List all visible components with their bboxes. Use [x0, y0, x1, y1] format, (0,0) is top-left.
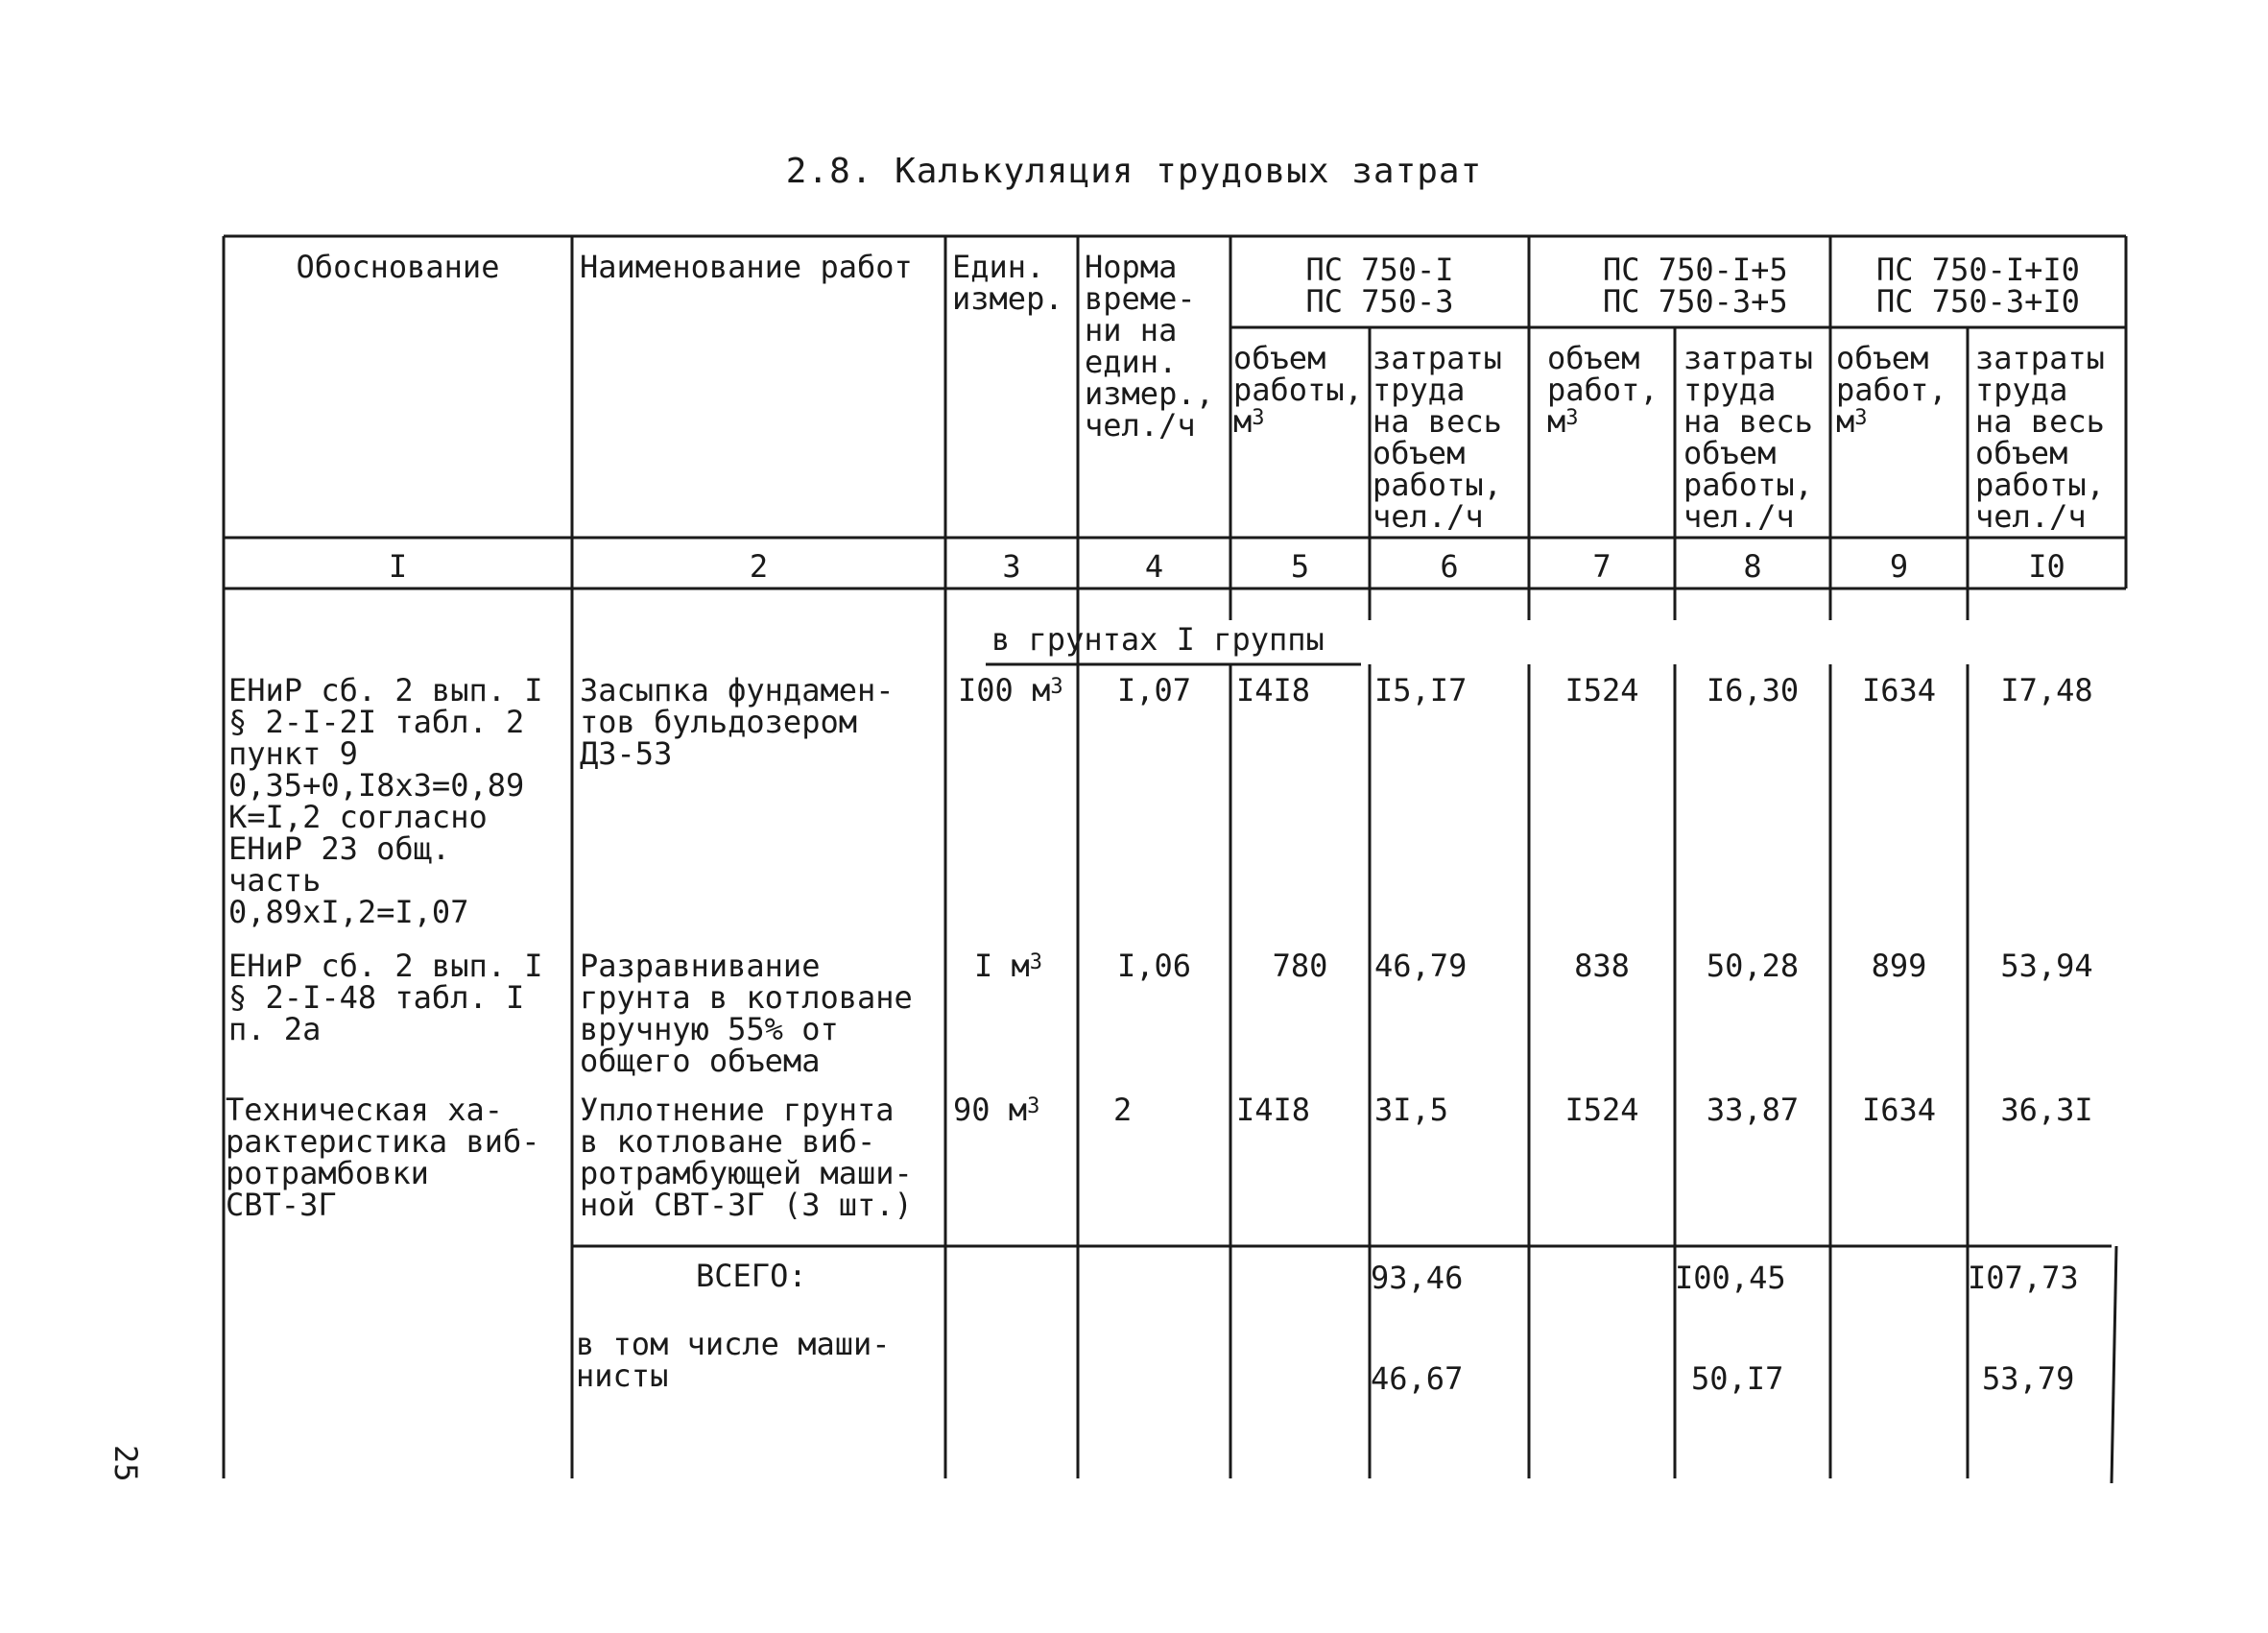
col-number-2: 2 [749, 548, 769, 585]
unit-superscript: 3 [1029, 950, 1043, 974]
cubic-superscript: 3 [1854, 406, 1868, 430]
machinists-labor-3: 53,79 [1982, 1360, 2075, 1397]
total-labor-1: 93,46 [1371, 1260, 1464, 1296]
header-work-name: Наименование работ [580, 249, 913, 285]
section-label: в грунтах I группы [991, 621, 1325, 658]
unit-text: I00 м [958, 672, 1051, 708]
header-labor-3: затраты труда на весь объем работы, чел./ч [1975, 340, 2105, 535]
table-row-2-norm: I,06 [1116, 948, 1192, 984]
col-number-4: 4 [1144, 548, 1164, 585]
header-volume-3-text: объем работ, м [1836, 340, 1947, 440]
header-volume-2-text: объем работ, м [1547, 340, 1659, 440]
machinists-label: в том числе маши- нисты [576, 1326, 891, 1394]
unit-text: 90 м [953, 1092, 1028, 1128]
col-number-5: 5 [1290, 548, 1310, 585]
table-row-2-basis: ЕНиР сб. 2 вып. I § 2-I-48 табл. I п. 2а [228, 948, 543, 1047]
total-labor-3: I07,73 [1968, 1260, 2079, 1296]
header-unit: Един. измер. [952, 249, 1063, 317]
table-row-1-basis: ЕНиР сб. 2 вып. I § 2-I-2I табл. 2 пункт 9 0,35+0,I8x3=0,89 К=I,2 согласно ЕНиР 23 общ. часть 0,89xI,2=I,07 [228, 672, 543, 930]
table-row-1-unit [958, 672, 1063, 708]
table-row-1-labor-1: I5,I7 [1374, 672, 1468, 708]
header-volume-2 [1547, 340, 1659, 440]
col-number-3: 3 [1002, 548, 1021, 585]
unit-superscript: 3 [1050, 675, 1063, 699]
table-row-2-unit [974, 950, 1042, 982]
unit-superscript: 3 [1027, 1094, 1040, 1118]
cubic-superscript: 3 [1565, 406, 1579, 430]
col-number-9: 9 [1889, 548, 1909, 585]
table-row-3-volume-1: I4I8 [1236, 1092, 1311, 1128]
table-row-1-labor-2: I6,30 [1706, 672, 1800, 708]
table-row-1-volume-2: I524 [1564, 672, 1639, 708]
table-row-1-volume-3: I634 [1861, 672, 1937, 708]
header-group-750-1-5: ПС 750-I+5 ПС 750-3+5 [1603, 252, 1788, 320]
table-row-1-volume-1: I4I8 [1236, 672, 1311, 708]
page-number: 25 [107, 1445, 144, 1482]
total-labor-2: I00,45 [1675, 1260, 1786, 1296]
col-number-8: 8 [1743, 548, 1762, 585]
table-row-2-labor-2: 50,28 [1706, 948, 1800, 984]
col-number-1: I [388, 548, 408, 585]
table-row-3-work: Уплотнение грунта в котловане виб- ротрамбующей маши- ной СВТ-ЗГ (3 шт.) [580, 1092, 913, 1223]
header-volume-3 [1836, 340, 1947, 440]
table-row-3-labor-2: 33,87 [1706, 1092, 1800, 1128]
header-group-750-1: ПС 750-I ПС 750-3 [1305, 252, 1454, 320]
total-label: ВСЕГО: [696, 1258, 807, 1294]
col-number-7: 7 [1592, 548, 1611, 585]
table-row-2-volume-2: 838 [1574, 948, 1630, 984]
table-row-3-volume-3: I634 [1861, 1092, 1937, 1128]
table-row-3-norm: 2 [1113, 1092, 1133, 1128]
table-row-2-volume-3: 899 [1871, 948, 1927, 984]
table-row-2-work: Разравнивание грунта в котловане вручную 55% от общего объема [580, 948, 913, 1079]
machinists-labor-2: 50,I7 [1691, 1360, 1784, 1397]
machinists-labor-1: 46,67 [1371, 1360, 1464, 1397]
header-volume-1-text: объем работы, м [1233, 340, 1363, 440]
table-row-3-volume-2: I524 [1564, 1092, 1639, 1128]
table-row-3-labor-3: 36,3I [2000, 1092, 2093, 1128]
table-row-3-unit [953, 1094, 1039, 1126]
table-row-3-basis: Техническая ха- рактеристика виб- ротрамбовки СВТ-ЗГ [226, 1092, 540, 1223]
col-number-6: 6 [1440, 548, 1459, 585]
header-labor-2: затраты труда на весь объем работы, чел./ч [1683, 340, 1813, 535]
page-title: 2.8. Калькуляция трудовых затрат [785, 152, 1483, 191]
header-group-750-1-10: ПС 750-I+I0 ПС 750-3+I0 [1876, 252, 2080, 320]
table-row-2-labor-3: 53,94 [2000, 948, 2093, 984]
cubic-superscript: 3 [1252, 406, 1265, 430]
header-basis: Обоснование [296, 249, 500, 285]
table-row-2-labor-1: 46,79 [1374, 948, 1468, 984]
table-row-3-labor-1: 3I,5 [1374, 1092, 1449, 1128]
header-volume-1 [1233, 340, 1363, 440]
table-row-1-work: Засыпка фундамен- тов бульдозером ДЗ-53 [580, 672, 895, 772]
table-row-2-volume-1: 780 [1272, 948, 1328, 984]
unit-text: I м [974, 948, 1030, 984]
col-number-10: I0 [2028, 548, 2065, 585]
header-labor-1: затраты труда на весь объем работы, чел./ч [1373, 340, 1502, 535]
table-row-1-norm: I,07 [1116, 672, 1192, 708]
table-row-1-labor-3: I7,48 [2000, 672, 2093, 708]
header-norm: Норма време- ни на един. измер., чел./ч [1085, 249, 1214, 444]
